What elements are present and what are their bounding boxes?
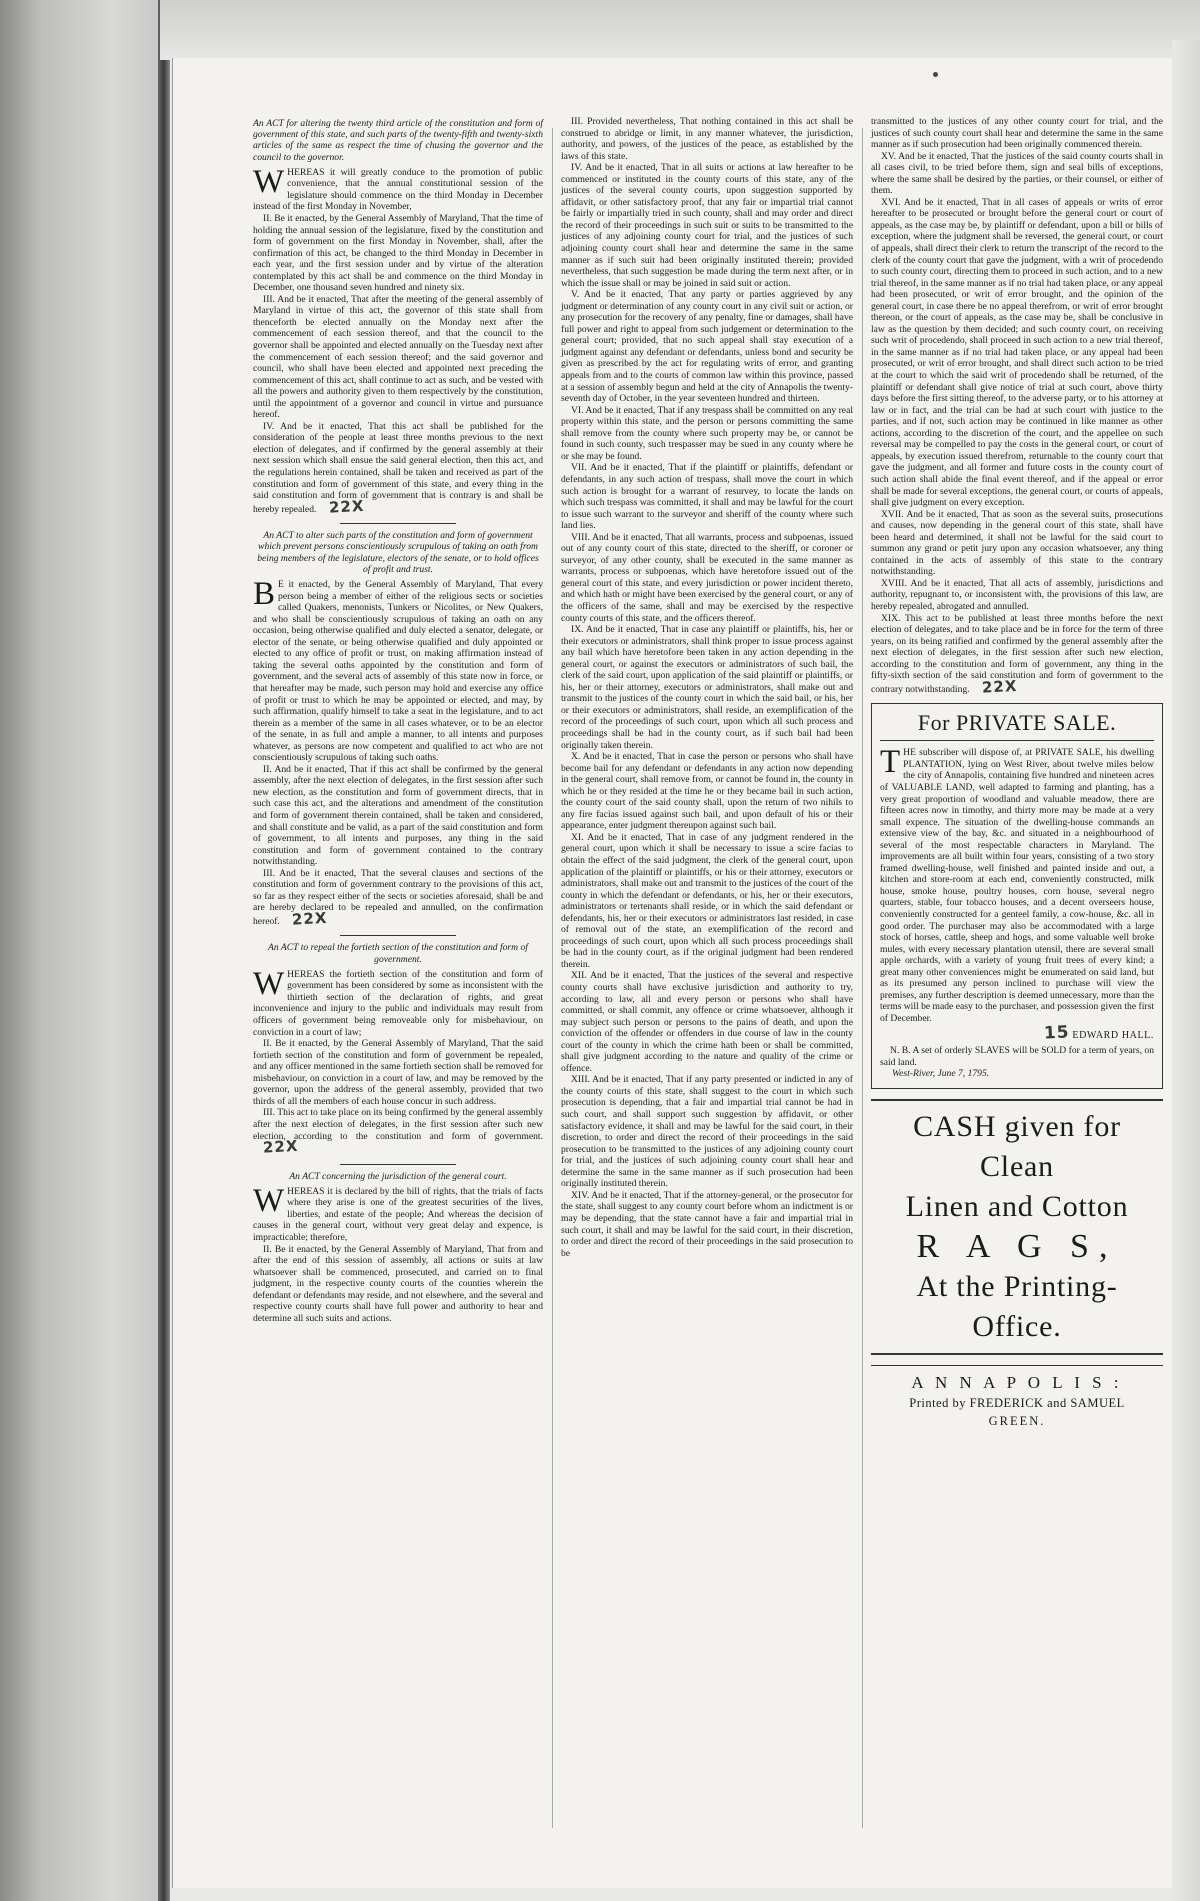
ad-note: N. B. A set of orderly SLAVES will be SOLD for a term of years, on said land. [880, 1045, 1154, 1068]
column-rule [862, 128, 863, 1828]
imprint-name: GREEN. [988, 1413, 1046, 1428]
act-section: II. Be it enacted, by the General Assembly of Maryland, That the said fortieth section of the constitution and form of government be repealed, and any officer mentioned in the same fortieth section shall be removed for misbehaviour, on conviction in a court of law, and may be removed by the governor, upon the address of the general assembly, provided that two thirds of all the members of each house concur in such address. [253, 1038, 543, 1107]
ad-signature: 15 EDWARD HALL. [1043, 1022, 1154, 1045]
scan-right-margin [1172, 40, 1200, 1901]
act-section: V. And be it enacted, That any party or parties aggrieved by any judgment or determination of any county court in any civil suit or action, or any prosecution for the recovery of any penalty, fine or damages, shall have full power and right to appeal from such judgement or determination to the general court; provided, that no such appeal shall stay execution of a judgment against any defendant or defendants, unless bond and security be given as prescribed by the act for regulating writs of error, and granting appeals from and to the courts of common law within this province, passed at a session of assembly begun and held at the city of Annapolis the twenty-seventh day of October, in the year seventeen hundred and thirteen. [561, 289, 853, 405]
act-title: An ACT for altering the twenty third article of the constitution and form of government of this state, and such parts of the twenty-fifth and twenty-sixth articles of the same as respect the time of chusing the governor and the council to the governor. [253, 118, 543, 163]
scan-top-margin [160, 0, 1200, 60]
handwritten-mark: 22X [262, 1136, 299, 1157]
column-3 [871, 116, 1163, 1430]
act-section: III. Provided nevertheless, That nothing contained in this act shall be construed to abridge or limit, in any manner whatever, the jurisdiction, authority, and powers, of the justices of the peace, as established by the laws of this state. [561, 116, 853, 162]
handwritten-mark: 22X [291, 908, 329, 929]
act-section: XII. And be it enacted, That the justices of the several and respective county courts shall have exclusive jurisdiction and authority to try, according to law, all and every person or persons who shall have committed, or shall commit, any offence or crime whatsoever, although it may subject such person or persons to the pains of death, and upon the conviction of the offender or offenders in due course of law in the county court of the county in which the crime hath been or shall be committed, shall give judgment according to the nature and quality of the crime or offence. [561, 970, 853, 1074]
ad-heading: For PRIVATE SALE. [880, 710, 1154, 741]
act-section: IX. And be it enacted, That in case any plaintiff or plaintiffs, his, her or their executors or administrators, shall think proper to issue process against any bail which have heretofore been taken in any action depending in the general court, or against the executors or administrators of such bail, the clerk of the said court, upon application of the said plaintiff or plaintiffs, or his, her or their attorney, executors or administrators, shall make out and transmit to the justices of the county court in which the said bail, or his, her or their executors or administrators, shall reside, an exemplification of the record of the proceedings of such court, upon which all such process and proceedings shall be had in the county court, as if such bail had been originally taken therein. [561, 624, 853, 751]
rags-ad-line: CASH given for Clean [913, 1109, 1121, 1183]
drop-cap: B [253, 576, 276, 613]
act-section: IV. And be it enacted, That this act shall be published for the consideration of the people at least three months previous to the next election of delegates, and if confirmed by the general assembly at their next session which shall ensue the said general election, then this act, and the regulations herein contained, shall be taken and received as part of the constitution and form of government of this state, and every thing in the said constitution and form of government that is contrary is and shall be hereby repealed. 22X [253, 420, 543, 517]
act-section: VII. And be it enacted, That if the plaintiff or plaintiffs, defendant or defendants, in any such action of trespass, shall move the court in which such action is brought for a warrant of resurvey, to locate the lands on which such trespass was committed, it shall and may be lawful for the court to issue such warrant to the surveyor and sheriff of the county where such land lies. [561, 462, 853, 532]
column-2 [561, 116, 853, 1259]
handwritten-mark: 22X [981, 676, 1018, 697]
act-section: II. Be it enacted, by the General Assembly of Maryland, That from and after the end of this session of assembly, all actions or suits at law whatsoever shall be commenced, prosecuted, and carried on to final judgment, in the respective county courts of the counties wherein the defendant or defendants may reside, and not elsewhere, and the several and respective county courts shall have full power and authority to hear and determine all such suits and actions. [253, 1243, 543, 1324]
imprint-city: A N N A P O L I S : [911, 1372, 1123, 1392]
act-section: VI. And be it enacted, That if any trespass shall be committed on any real property within this state, and the person or persons committing the same shall remove from the county where such property may be, or cannot be found in such county, such trespasser may be sued in any county where he or she may be found. [561, 404, 853, 462]
act-section: XVII. And be it enacted, That as soon as the several suits, prosecutions and causes, now depending in the general court of this state, shall have been heard and determined, it shall not be lawful for the said court to summon any grand or petit jury upon any occasion whatsoever, any thing contained in the acts of assembly of this state to the contrary notwithstanding. [871, 508, 1163, 578]
act-preamble: WHEREAS it will greatly conduce to the promotion of public convenience, that the annual constitutional session of the legislature should commence on the third Monday in December instead of the first Monday in November, [253, 163, 543, 213]
scan-binding-gutter [158, 0, 170, 1901]
act-section: X. And be it enacted, That in case the person or persons who shall have become bail for any defendant or defendants in any action now depending in the general court, shall remove from, or cannot be found in, the county in which he or they resided at the time he or they became bail in such action, the county court of the said county shall, upon the return of two nihils to any fire facias issued against such bail, and upon default of his or their appearance, enter judgment thereupon against such bail. [561, 751, 853, 832]
private-sale-advertisement [871, 703, 1163, 1088]
act-section: II. Be it enacted, by the General Assembly of Maryland, That the time of holding the annual session of the legislature, fixed by the constitution and form of government on the first Monday in November, shall, after the confirmation of this act, be changed to the third Monday in December in each year, and the first session under and by virtue of the alteration contemplated by this act shall be and commence on the third Monday in December, one thousand seven hundred and ninety six. [253, 213, 543, 294]
scan-left-margin [0, 0, 160, 1901]
ad-dateline: West-River, June 7, 1795. [892, 1068, 990, 1080]
drop-cap: T [880, 744, 901, 781]
rags-advertisement [871, 1099, 1163, 1355]
act-section: XVI. And be it enacted, That in all cases of appeals or writs of error hereafter to be prosecuted or brought before the general court or court of appeals, as the case may be, by plaintiff or defendant, upon a bill or bills of exception, where the judgment shall be reversed, the general court, or court of appeals, shall direct their clerk to return the transcript of the record to the clerk of the county court that gave the judgment, with a writ of procedendo to such county court, directing them to proceed in such action, and to a new trial thereof, in the same manner as if no trial had taken place, or any appeal had been prosecuted, or writ of error brought, and the opinion of the general court, in case there be no appeal therefrom, or writ of error brought thereon, or the court of appeals, as the case may be, shall be conclusive in law as the question by them decided; and such county court, on receiving such writ of procedendo, shall proceed in such action to a new trial thereof, in the same manner as if no trial had taken place, or any appeal had been prosecuted, or writ of error brought, and shall direct such action to be tried at the court to which the said writ of procedendo shall be returned, of the plaintiff or defendant shall give notice of trial at such court, above thirty days before the first sitting thereof, to the adverse party, or to his attorney at law or in fact, and the trial can be had at such court with justice to the parties, and if not, such action may be continued in like manner as other actions, according to the discretion of the court, and the appellee on such reversal may be compelled to pay the costs in the general court, or court of appeals, by execution issued therefrom, returnable to the county court that gave the judgment, and all former and future costs in the county court of such action shall abide the final event thereof, and if the appeal or error shall be made for several exceptions, the general court, or courts of appeals, shall give judgment on every exception. [871, 196, 1163, 509]
section-divider [340, 935, 456, 936]
act-section: III. This act to take place on its being confirmed by the general assembly after the next election of delegates, in the first session after such new election, according to the constitution and form of government. 22X [253, 1107, 543, 1157]
act-section: transmitted to the justices of any other county court for trial, and the justices of such county court shall hear and determine the same in the same manner as if such prosecution had been originally commenced therein. [871, 116, 1163, 151]
act-title: An ACT to repeal the fortieth section of the constitution and form of government. [268, 942, 528, 965]
rags-ad-line: At the Printing-Office. [916, 1269, 1118, 1343]
drop-cap: W [253, 1182, 285, 1219]
act-title: An ACT concerning the jurisdiction of the general court. [289, 1170, 507, 1182]
act-section: XI. And be it enacted, That in case of any judgment rendered in the general court, upon which it shall be necessary to issue a scire facias to obtain the effect of the said judgment, the clerk of the general court, upon application of the plaintiff or plaintiffs, or his or their attorney, executors or administrators, shall make out and transmit to the justices of the court of the county in which the defendant or defendants, or his, her or their executors, administrators or tertenants shall reside, or in which the said defendant or defendants, his, her or their executors or administrators last resided, in case of removal out of the state, an exemplification of the record and proceedings of such court, upon which all such process proceedings shall be had in the county court, as if the original judgment had been rendered therein. [561, 831, 854, 970]
imprint-printers: Printed by FREDERICK and SAMUEL [909, 1395, 1125, 1410]
act-section: III. And be it enacted, That after the meeting of the general assembly of Maryland in virtue of this act, the governor of this state shall from thenceforth be elected annually on the Monday next after the commencement of each session thereof, and that the council to the governor shall be appointed and elected annually on the Tuesday next after the commencement of each session thereof; and the said governor and council, who shall have been elected and appointed next preceding the commencement of this act, shall continue to act as such, and be vested with all the powers and authority given to them respectively by the constitution, until the appointment of a governor and council in virtue and pursuance hereof. [253, 293, 543, 421]
act-section: VIII. And be it enacted, That all warrants, process and subpoenas, issued out of any county court of this state, directed to the sheriff, or coroner or surveyor, of any other county, shall be executed in the same manner as warrants, process or subpoenas, which have heretofore issued out of the general court of this state, and every jurisdiction or power incident thereto, and which hath or might have been exercised by the general court, or any of the officers of the same, shall and may be exercised by the respective county courts of this state, and the officers thereof. [561, 531, 853, 624]
act-section: XIV. And be it enacted, That if the attorney-general, or the prosecutor for the state, shall suggest to any county court before whom an indictment is or may be depending, that the state cannot have a fair and impartial trial in such court, it shall and may be lawful for the said court, in their discretion, to order and direct the record of their proceedings in the said prosecution to be [561, 1189, 853, 1259]
rags-ad-line: Linen and Cotton [905, 1189, 1129, 1223]
act-section: B E it enacted, by the General Assembly of Maryland, That every person being a member of either of the religious sects or societies called Quakers, menonists, Tunkers or Nicolites, or New Quakers, and who shall be conscientiously scrupulous of taking an oath on any occasion, being otherwise qualified and duly elected a senator, delegate, or elector of the senate, or being otherwise qualified and duly appointed or elected to any office of profit or trust, on making affirmation instead of taking the several oaths appointed by the constitution and form of government, and the several acts of assembly of this state now in force, or that hereafter may be made, such person may hold and exercise any office of profit or trust to which he may be appointed or elected, and may, by such affirmation, qualify himself to take a seat in the legislature, and to act therein as a member of the same in all cases whatever, or to be an elector of the senate, in as full and ample a manner, to all intents and purposes whatever, as persons are now competent and qualified to act who are not conscientiously scrupulous of taking such oaths. [253, 576, 543, 764]
act-section: III. And be it enacted, That the several clauses and sections of the constitution and form of government contrary to the provisions of this act, so far as they respect either of the sects or societies aforesaid, shall be and are hereby declared to be repealed and annulled, on the confirmation hereof. 22X [253, 867, 543, 929]
act-section: XV. And be it enacted, That the justices of the said county courts shall in all cases civil, to be tried before them, sign and seal bills of exceptions, where the same shall be desired by the parties, or their counsel, or either of them. [871, 150, 1163, 197]
act-section: XVIII. And be it enacted, That all acts of assembly, jurisdictions and authority, repugnant to, or inconsistent with, the provisions of this law, are hereby repealed, abrogated and annulled. [871, 577, 1163, 612]
drop-cap: W [253, 163, 285, 200]
handwritten-mark: 15 [1043, 1022, 1070, 1045]
handwritten-mark: 22X [328, 496, 365, 517]
column-1 [253, 116, 543, 1324]
act-section: XIX. This act to be published at least three months before the next election of delegates, and to take place and be in force for the term of three years, on its being ratified and confirmed by the general assembly after the next election of delegates, in the first session after such new election, according to the constitution and form of government, any thing in the fifty-sixth section of the said constitution and form of government to the contrary notwithstanding. 22X [871, 612, 1163, 697]
act-section: XIII. And be it enacted, That if any party presented or indicted in any of the county courts of this state, shall suggest to the court in which such prosecution is depending, that a fair and impartial trial cannot be had in such court, and shall support such suggestion by affidavit, or other satisfactory evidence, it shall and may be lawful for the said court, in their discretion, to order and direct the record of their proceedings in the said prosecution to be transmitted to the justices of any adjoining county court for trial, and the justices of such adjoining county court shall hear and determine the same in the same manner as if such prosecution had been originally instituted therein. [561, 1074, 853, 1190]
newspaper-page [172, 58, 1172, 1888]
act-preamble: WHEREAS it is declared by the bill of rights, that the trials of facts where they arise is one of the greatest securities of the lives, liberties, and estate of the people; And whereas the decision of causes in the general court, without very great delay and expence, is impracticable; therefore, [253, 1182, 543, 1243]
section-divider [340, 523, 456, 524]
act-title: An ACT to alter such parts of the constitution and form of government which prevent persons conscientiously scrupulous of taking an oath from being members of the legislature, electors of the senate, or to hold offices of profit and trust. [257, 530, 539, 575]
drop-cap: W [253, 965, 285, 1002]
printer-imprint [871, 1365, 1163, 1430]
act-section: IV. And be it enacted, That in all suits or actions at law hereafter to be commenced or instituted in the county courts of this state, any of the justices of the several county courts, upon suggestion supported by affidavit, or other satisfactory proof, that any fair or impartial trial cannot be fairly or impartially tried in such county, shall and may order and direct the record of their proceedings in such suit or suits to be transmitted to the justices of any adjoining county court for trial, and the justices of such adjoining county court shall hear and determine the same in the same manner as if such suit had been originally instituted therein; provided nevertheless, that such suggestion be made during the term next after, or in which the issue shall or may be joined in said suit or action. [561, 162, 853, 289]
section-divider [340, 1164, 456, 1165]
page-ink-mark [933, 72, 938, 77]
act-section: II. And be it enacted, That if this act shall be confirmed by the general assembly, after the next election of delegates, in the first session after such new election, as the constitution and form of government directs, that in such case this act, and the alterations and amendment of the constitution and form of government therein contained, shall be taken and considered, and shall constitute and be valid, as a part of the said constitution and form of government, to all intents and purposes, any thing in the said constitution and form of government contained to the contrary notwithstanding. [253, 763, 543, 868]
ad-body: THE subscriber will dispose of, at PRIVATE SALE, his dwelling PLANTATION, lying on West River, about twelve miles below the city of Annapolis, containing five hundred and nineteen acres of VALUABLE LAND, well adapted to farming and planting, has a very great proportion of woodland and valuable meadow, there are fifteen acres now in timothy, and thirty more may be made at a very small expence. The situation of the dwelling-house commands an extensive view of the bay, &c. and situated in a neighbourhood of several of the most respectable characters in Maryland. The improvements are all built within four years, consisting of a two story framed dwelling-house, well finished and painted inside and out, a kitchen and store-room at each end, conveniently constructed, milk house, smoke house, poultry houses, corn house, several negro quarters, stable, four tobacco houses, and a decent overseers house, conveniently constructed for a genteel family, a cow-house, &c. all in good order. The purchaser may also be accommodated with a large stock of horses, cattle, sheep and hogs, and some valuable well broke mules, with every necessary plantation utensil, there are several small apple orchards, with a variety of young fruit trees of every kind; a great many other conveniences might be enumerated on said land, but as its presumed any person inclined to purchase will view the premises, any further description is deemed unnecessary, more than the terms will be made easy to the purchaser, and possession given the first of December. [880, 744, 1154, 1024]
act-preamble: WHEREAS the fortieth section of the constitution and form of government has been considered by some as inconsistent with the thirtieth section of the declaration of rights, and great inconvenience and injury to the public and individuals may result from officers of government being removeable only for misbehaviour, on conviction in a court of law; [253, 965, 543, 1038]
rags-ad-line: R A G S, [916, 1227, 1118, 1265]
column-rule [552, 128, 553, 1828]
